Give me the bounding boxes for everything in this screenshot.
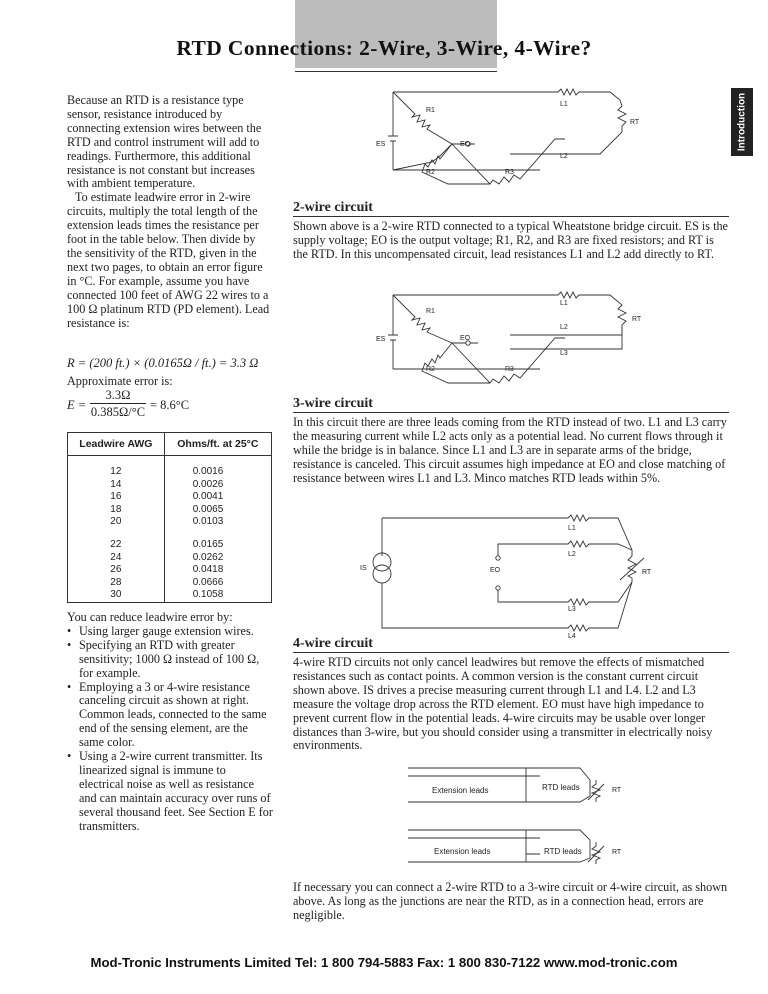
label-r3: R3 xyxy=(505,366,514,373)
section-tab xyxy=(731,88,753,156)
label-l1: L1 xyxy=(560,101,568,108)
two-wire-text: Shown above is a 2-wire RTD connected to a typical Wheatstone bridge circuit. ES is the supply voltage; EO is the output voltage; R1, R2, and R3 are fixed resistors; and RT is the RTD. In this uncompensated circuit, lead resistances L1 and L2 add directly to RT. xyxy=(293,219,728,261)
four-wire-diagram xyxy=(350,510,650,640)
section-tab-label: Introduction xyxy=(736,92,748,152)
table-row xyxy=(68,504,272,517)
label-l4: L4 xyxy=(568,633,576,640)
conversion-diagram xyxy=(400,762,640,872)
table-row xyxy=(68,491,272,504)
two-wire-diagram xyxy=(360,84,660,184)
formula-e-numerator: 3.3Ω xyxy=(90,388,146,404)
label-eo: EO xyxy=(460,335,471,342)
table-row xyxy=(68,466,272,479)
three-wire-diagram xyxy=(360,283,660,383)
label-l1: L1 xyxy=(568,525,576,532)
list-item: • Using a 2-wire current transmitter. Its linearized signal is immune to electrical noise as well as resistance and can maintain accuracy over runs of several thousand feet. See Section E for transmitters. xyxy=(67,750,273,833)
three-wire-rule xyxy=(293,412,729,413)
label-eo: EO xyxy=(490,567,501,574)
table-row xyxy=(68,552,272,565)
label-es: ES xyxy=(376,141,386,148)
reduce-list xyxy=(67,625,273,834)
label-l2: L2 xyxy=(560,324,568,331)
formula-r: R = (200 ft.) × (0.0165Ω / ft.) = 3.3 Ω xyxy=(67,356,259,370)
label-l2: L2 xyxy=(568,551,576,558)
title-rule xyxy=(295,71,497,72)
label-r3: R3 xyxy=(505,169,514,176)
ohms-cell: 0.0165 xyxy=(164,539,271,552)
formula-e-denominator: 0.385Ω/°C xyxy=(90,405,146,419)
leadwire-table xyxy=(67,432,272,603)
page-title: RTD Connections: 2-Wire, 3-Wire, 4-Wire? xyxy=(176,36,592,60)
label-rt: RT xyxy=(612,849,622,856)
three-wire-text: In this circuit there are three leads coming from the RTD instead of two. L1 and L3 carry the measuring current while L2 acts only as a potential lead. No current flows through it while the bridge is in balance. Since L1 and L3 are in separate arms of the bridge, resistance is canceled. This circuit assumes high impedance at EO and close matching of resistance between wires L1 and L3. Minco matches RTD leads within 5%. xyxy=(293,415,727,485)
awg-cell: 18 xyxy=(68,504,165,517)
conversion-text: If necessary you can connect a 2-wire RTD to a 3-wire circuit or 4-wire circuit, as shown above. As long as the junctions are near the RTD, as in a connection head, errors are negligible. xyxy=(293,880,728,922)
four-wire-text: 4-wire RTD circuits not only cancel leadwires but remove the effects of mismatched resistances such as contact points. A common version is the constant current circuit shown above. IS drives a precise measuring current through L1 and L4. L2 and L3 measure the voltage drop across the RTD element. EO must have high impedance to prevent current flow in the potential leads. 4-wire circuits may be usable over longer distances than 3-wire, but you should consider using a transmitter in electrically noisy environments. xyxy=(293,655,713,753)
awg-cell: 24 xyxy=(68,552,165,565)
table-row xyxy=(68,539,272,552)
extension-leads-label: Extension leads xyxy=(434,847,491,856)
approx-label: Approximate error is: xyxy=(67,374,173,388)
label-l3: L3 xyxy=(560,350,568,357)
label-l1: L1 xyxy=(560,300,568,307)
two-wire-rule xyxy=(293,216,729,217)
table-row xyxy=(68,516,272,529)
estimate-text: To estimate leadwire error in 2-wire circuits, multiply the total length of the extension leads times the resistance per foot in the table below. Then divide by the sensitivity of the RTD, given in the next two pages, to obtain an error figure in °C. For example, assume you have connected 100 feet of AWG 22 wires to a 100 Ω platinum RTD (PD element). Lead resistance is: xyxy=(67,190,270,330)
footer-contact: Mod-Tronic Instruments Limited Tel: 1 800 794-5883 Fax: 1 800 830-7122 www.mod-tronic.com xyxy=(90,955,678,970)
table-row xyxy=(68,589,272,602)
label-r2: R2 xyxy=(426,366,435,373)
awg-cell: 30 xyxy=(68,589,165,602)
table-row xyxy=(68,479,272,492)
label-l2: L2 xyxy=(560,153,568,160)
formula-e-lhs: E = xyxy=(67,398,87,412)
ohms-cell: 0.1058 xyxy=(164,589,271,602)
extension-leads-label: Extension leads xyxy=(432,786,489,795)
table-header: Leadwire AWG xyxy=(68,433,165,456)
two-wire-heading: 2-wire circuit xyxy=(293,200,373,215)
awg-cell: 12 xyxy=(68,466,165,479)
list-item: • Employing a 3 or 4-wire resistance canceling circuit as shown at right. Common leads, connected to the same end of the sensing element, are the same color. xyxy=(67,681,273,751)
label-r2: R2 xyxy=(426,169,435,176)
ohms-cell: 0.0026 xyxy=(164,479,271,492)
ohms-cell: 0.0418 xyxy=(164,564,271,577)
ohms-cell: 0.0065 xyxy=(164,504,271,517)
intro-paragraph xyxy=(67,94,273,330)
label-r1: R1 xyxy=(426,107,435,114)
ohms-cell: 0.0666 xyxy=(164,577,271,590)
label-es: ES xyxy=(376,336,386,343)
three-wire-heading: 3-wire circuit xyxy=(293,396,373,411)
label-l3: L3 xyxy=(568,606,576,613)
ohms-cell: 0.0262 xyxy=(164,552,271,565)
label-is: IS xyxy=(360,565,367,572)
list-item: • Using larger gauge extension wires. xyxy=(67,625,273,639)
label-rt: RT xyxy=(642,569,652,576)
awg-cell: 28 xyxy=(68,577,165,590)
list-item: • Specifying an RTD with greater sensitivity; 1000 Ω instead of 100 Ω, for example. xyxy=(67,639,273,681)
formula-e-rhs: = 8.6°C xyxy=(150,398,190,412)
label-rt: RT xyxy=(630,119,640,126)
label-rt: RT xyxy=(612,787,622,794)
label-rt: RT xyxy=(632,316,642,323)
awg-cell: 16 xyxy=(68,491,165,504)
table-row xyxy=(68,564,272,577)
rtd-leads-label: RTD leads xyxy=(544,847,582,856)
awg-cell: 22 xyxy=(68,539,165,552)
four-wire-heading: 4-wire circuit xyxy=(293,636,373,651)
awg-cell: 20 xyxy=(68,516,165,529)
awg-cell: 14 xyxy=(68,479,165,492)
reduce-intro: You can reduce leadwire error by: xyxy=(67,610,233,624)
ohms-cell: 0.0016 xyxy=(164,466,271,479)
table-header: Ohms/ft. at 25°C xyxy=(164,433,271,456)
label-r1: R1 xyxy=(426,308,435,315)
awg-cell: 26 xyxy=(68,564,165,577)
ohms-cell: 0.0041 xyxy=(164,491,271,504)
table-header-row xyxy=(68,433,272,456)
ohms-cell: 0.0103 xyxy=(164,516,271,529)
four-wire-rule xyxy=(293,652,729,653)
reduce-error-section xyxy=(67,611,273,834)
label-eo: EO xyxy=(460,141,471,148)
table-row xyxy=(68,577,272,590)
rtd-leads-label: RTD leads xyxy=(542,783,580,792)
intro-text: Because an RTD is a resistance type sensor, resistance introduced by connecting extension wires between the RTD and control instrument will add to readings. Furthermore, this additional resistance is not constant but increases with ambient temperature. xyxy=(67,93,262,191)
